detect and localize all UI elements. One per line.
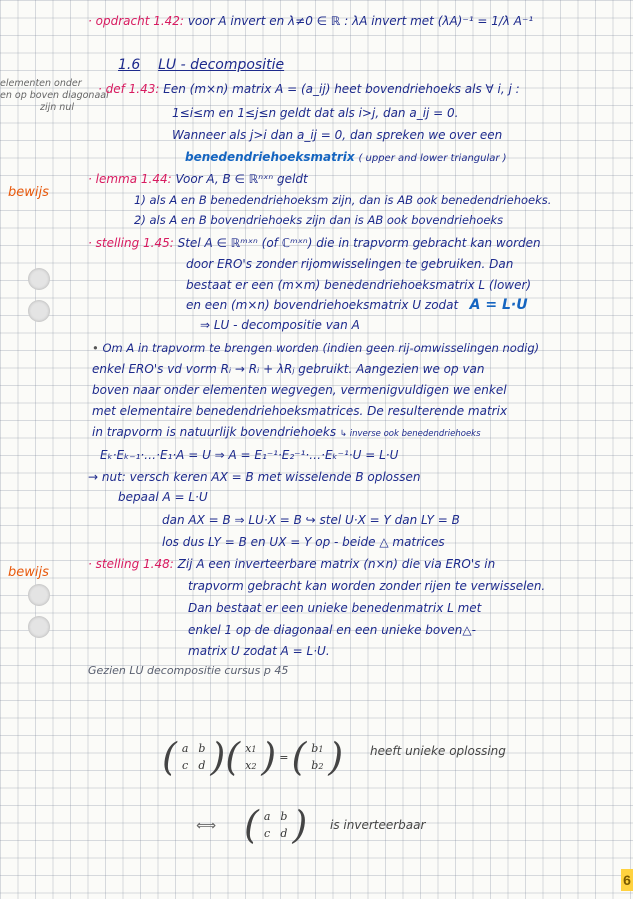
left-paren-icon: ( [244, 803, 259, 847]
matrix-equation [162, 735, 344, 779]
binder-hole [28, 300, 50, 322]
nut-line-4: los dus LY = B en UX = Y op - beide △ matrices [162, 535, 445, 549]
vector-x2: x2 [245, 759, 257, 772]
lemma-item-2: 2) als A en B bovendriehoeks zijn dan is AB ook bovendriehoeks [134, 213, 504, 227]
matrix-entry-d: d [198, 759, 206, 772]
matrix-col-2 [193, 740, 210, 774]
unique-solution-note: heeft unieke oplossing [370, 744, 506, 758]
stelling-1-45-text-4: en een (m×n) bovendriehoeksmatrix U zodat [186, 298, 459, 312]
binder-hole [28, 268, 50, 290]
matrix-entry-d: d [280, 827, 288, 840]
left-paren-icon: ( [291, 735, 307, 779]
left-paren-icon: ( [225, 735, 241, 779]
opdracht-line [88, 14, 533, 28]
vector-x1: x1 [245, 742, 257, 755]
nut-line-3: dan AX = B ⇒ LU·X = B ↪ stel U·X = Y dan LY = B [162, 513, 460, 527]
nut-line-2: bepaal A = L·U [118, 490, 208, 504]
margin-note-line-1: elementen onder [0, 78, 82, 89]
matrix-entry-b: b [280, 810, 288, 823]
elementary-formula: Eₖ·Eₖ₋₁·…·E₁·A = U ⇒ A = E₁⁻¹·E₂⁻¹·…·Eₖ⁻¹·U = L·U [100, 448, 399, 462]
margin-note-line-2: en op boven diagonaal [0, 90, 109, 101]
stelling-1-45-line-3: bestaat er een (m×m) benedendriehoeksmatrix L (lower) [186, 278, 532, 292]
stelling-1-45-text-1: Stel A ∈ ℝᵐˣⁿ (of ℂᵐˣⁿ) die in trapvorm gebracht kan worden [177, 236, 541, 250]
right-paren-icon: ) [261, 735, 277, 779]
def-1-43-line-4 [185, 150, 507, 166]
matrix-col-1 [259, 808, 276, 842]
margin-note-line-3: zijn nul [40, 102, 74, 113]
equals-sign: = [279, 750, 289, 764]
matrix-entry-a: a [181, 742, 189, 755]
vector-b [306, 740, 328, 774]
stelling-1-45-conclusion: ⇒ LU - decompositie van A [200, 318, 360, 332]
explanation-text-5: in trapvorm is natuurlijk bovendriehoeks [92, 425, 337, 439]
equivalence-arrow: ⟺ [196, 818, 217, 834]
explanation-line-5 [92, 425, 481, 441]
bullet-icon: • [92, 341, 103, 355]
matrix-entry-c: c [264, 827, 271, 840]
lemma-item-1: 1) als A en B benedendriehoeksm zijn, dan is AB ook benedendriehoeks. [134, 193, 552, 207]
nut-label: → nut: [88, 470, 126, 484]
stelling-1-48-line-3: Dan bestaat er een unieke benedenmatrix L met [188, 601, 482, 615]
matrix-entry-b: b [198, 742, 206, 755]
bewijs-label-2: bewijs [8, 565, 49, 580]
matrix-col-1 [177, 740, 194, 774]
stelling-1-45-line-2: door ERO's zonder rijomwisselingen te gebruiken. Dan [186, 257, 514, 271]
def-highlight-note: ( upper and lower triangular ) [358, 153, 507, 164]
stelling-1-48-line-2: trapvorm gebracht kan worden zonder rijen te verwisselen. [188, 579, 546, 593]
lemma-1-44-tag: · lemma 1.44: [88, 172, 172, 186]
stelling-1-45-line-4 [186, 298, 528, 312]
course-reference: Gezien LU decompositie cursus p 45 [88, 664, 289, 677]
matrix-entry-c: c [182, 759, 189, 772]
section-title [118, 58, 284, 72]
section-name: LU - decompositie [158, 57, 285, 73]
bewijs-label-1: bewijs [8, 185, 49, 200]
vector-b1: b1 [311, 742, 324, 755]
stelling-1-45-tag: · stelling 1.45: [88, 236, 174, 250]
right-paren-icon: ) [292, 803, 308, 847]
lemma-1-44-intro: Voor A, B ∈ ℝⁿˣⁿ geldt [175, 172, 308, 186]
explanation-text-1: Om A in trapvorm te brengen worden (indien geen rij-omwisselingen nodig) [102, 341, 540, 355]
opdracht-text: voor A invert en λ≠0 ∈ ℝ : λA invert met (λA)⁻¹ = 1/λ A⁻¹ [187, 14, 534, 28]
stelling-1-48-line-1 [88, 557, 495, 571]
lu-equation: A = L·U [469, 297, 528, 313]
stelling-1-45-line-1 [88, 236, 541, 250]
explanation-line-3: boven naar onder elementen wegvegen, vermenigvuldigen we enkel [92, 383, 507, 397]
matrix-abcd [244, 803, 308, 847]
right-paren-icon: ) [210, 735, 226, 779]
explanation-line-2: enkel ERO's vd vorm Rᵢ → Rᵢ + λRⱼ gebruikt. Aangezien we op van [92, 362, 485, 376]
binder-hole [28, 584, 50, 606]
explanation-small-note: ↳ inverse ook benedendriehoeks [339, 429, 481, 439]
def-1-43-line-2: 1≤i≤m en 1≤j≤n geldt dat als i>j, dan a_ij = 0. [172, 106, 459, 120]
nut-text-1: versch keren AX = B met wisselende B oplossen [129, 470, 421, 484]
stelling-1-48-line-4: enkel 1 op de diagonaal en een unieke boven△- [188, 623, 476, 637]
page-number: 6 [621, 869, 633, 891]
explanation-line-1 [92, 341, 539, 355]
stelling-1-48-text-1: Zij A een inverteerbare matrix (n×n) die via ERO's in [177, 557, 496, 571]
def-highlight-term: benedendriehoeksmatrix [185, 150, 355, 164]
matrix-col-2 [275, 808, 292, 842]
def-1-43-line-3: Wanneer als j>i dan a_ij = 0, dan spreken we over een [172, 128, 503, 142]
matrix-entry-a: a [263, 810, 271, 823]
opdracht-tag: · opdracht 1.42: [88, 14, 184, 28]
stelling-1-48-line-5: matrix U zodat A = L·U. [188, 644, 330, 658]
section-number: 1.6 [118, 57, 141, 73]
left-paren-icon: ( [162, 735, 177, 779]
invertible-note: is inverteerbaar [330, 818, 426, 832]
stelling-1-48-tag: · stelling 1.48: [88, 557, 174, 571]
right-paren-icon: ) [328, 735, 344, 779]
def-1-43-tag: · def 1.43: [98, 82, 160, 96]
def-1-43-text-1: Een (m×n) matrix A = (a_ij) heet bovendriehoeks als ∀ i, j : [163, 82, 520, 96]
vector-b2: b2 [311, 759, 324, 772]
binder-hole [28, 616, 50, 638]
nut-line-1 [88, 470, 421, 484]
explanation-line-4: met elementaire benedendriehoeksmatrices. De resulterende matrix [92, 404, 508, 418]
vector-x [240, 740, 261, 774]
def-1-43-line-1 [98, 82, 520, 96]
lemma-1-44-line [88, 172, 308, 186]
